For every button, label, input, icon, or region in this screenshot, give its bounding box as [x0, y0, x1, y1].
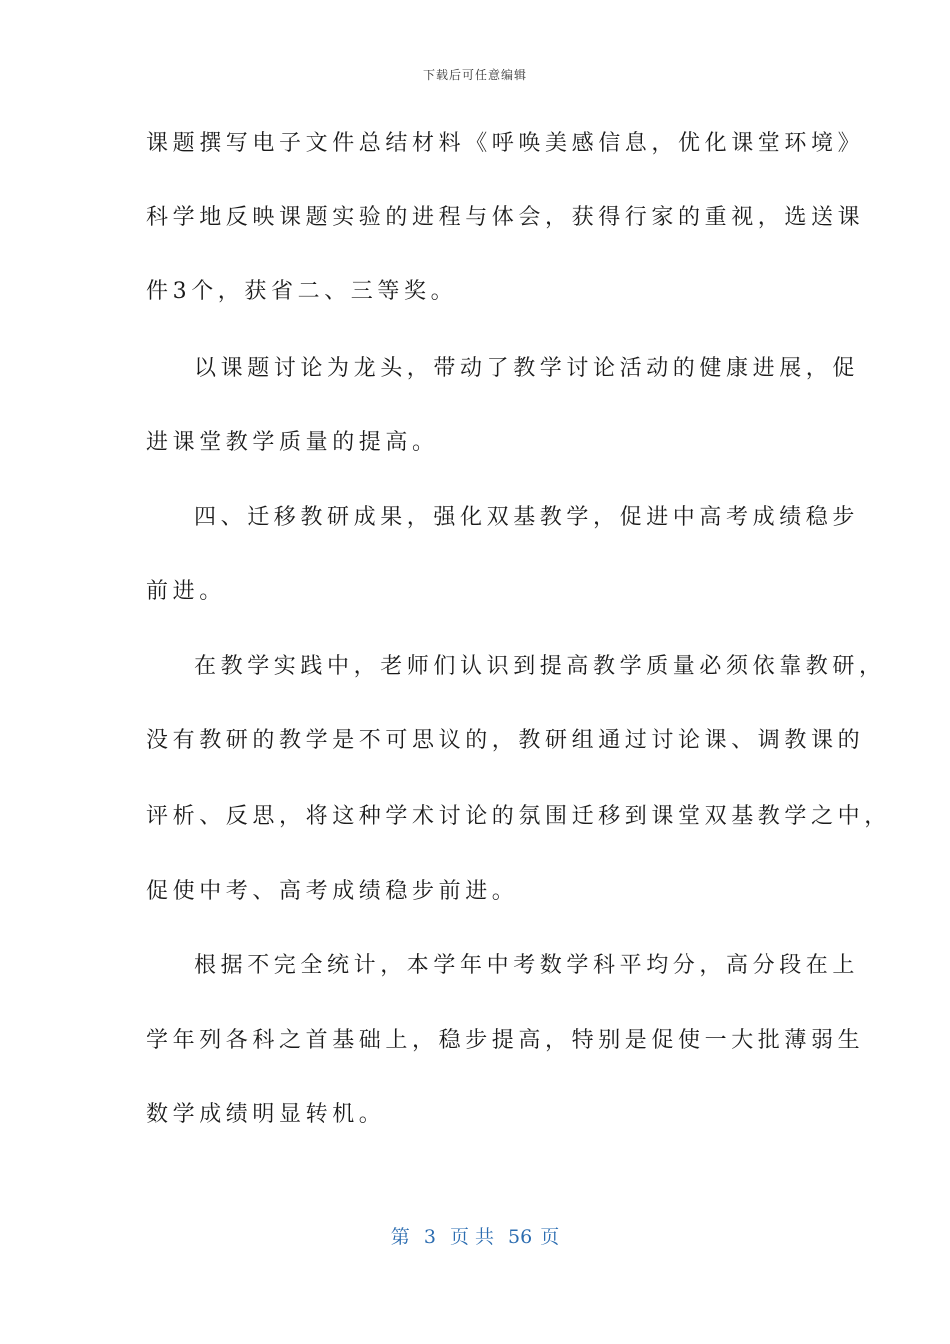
- text-line: 数学成绩明显转机。: [146, 1102, 386, 1127]
- text-line: 件3个，获省二、三等奖。: [146, 279, 458, 304]
- page-header: 下载后可任意编辑: [422, 68, 527, 82]
- total-pages: 56: [508, 1226, 533, 1248]
- text-line: 根据不完全统计，本学年中考数学科平均分，高分段在上: [194, 953, 860, 978]
- text-line: 以课题讨论为龙头，带动了教学讨论活动的健康进展，促: [194, 356, 860, 381]
- text-line: 评析、反思，将这种学术讨论的氛围迁移到课堂双基教学之中，: [146, 804, 891, 829]
- page-suffix: 页: [540, 1226, 560, 1248]
- text-line: 在教学实践中，老师们认识到提高教学质量必须依靠教研，: [194, 654, 886, 679]
- section-heading: 四、迁移教研成果，强化双基教学，促进中高考成绩稳步: [194, 505, 860, 530]
- text-line: 课题撰写电子文件总结材料《呼唤美感信息，优化课堂环境》: [146, 131, 865, 156]
- text-line: 科学地反映课题实验的进程与体会，获得行家的重视，选送课: [146, 205, 865, 230]
- text-line: 进课堂教学质量的提高。: [146, 430, 439, 455]
- text-line: 前进。: [146, 579, 226, 604]
- current-page: 3: [423, 1226, 436, 1248]
- page-middle: 页 共: [449, 1226, 494, 1248]
- text-line: 学年列各科之首基础上，稳步提高，特别是促使一大批薄弱生: [146, 1028, 865, 1053]
- page-prefix: 第: [390, 1226, 410, 1248]
- page-number-footer: [0, 1222, 950, 1249]
- text-line: 没有教研的教学是不可思议的，教研组通过讨论课、调教课的: [146, 728, 865, 753]
- text-line: 促使中考、高考成绩稳步前进。: [146, 879, 519, 904]
